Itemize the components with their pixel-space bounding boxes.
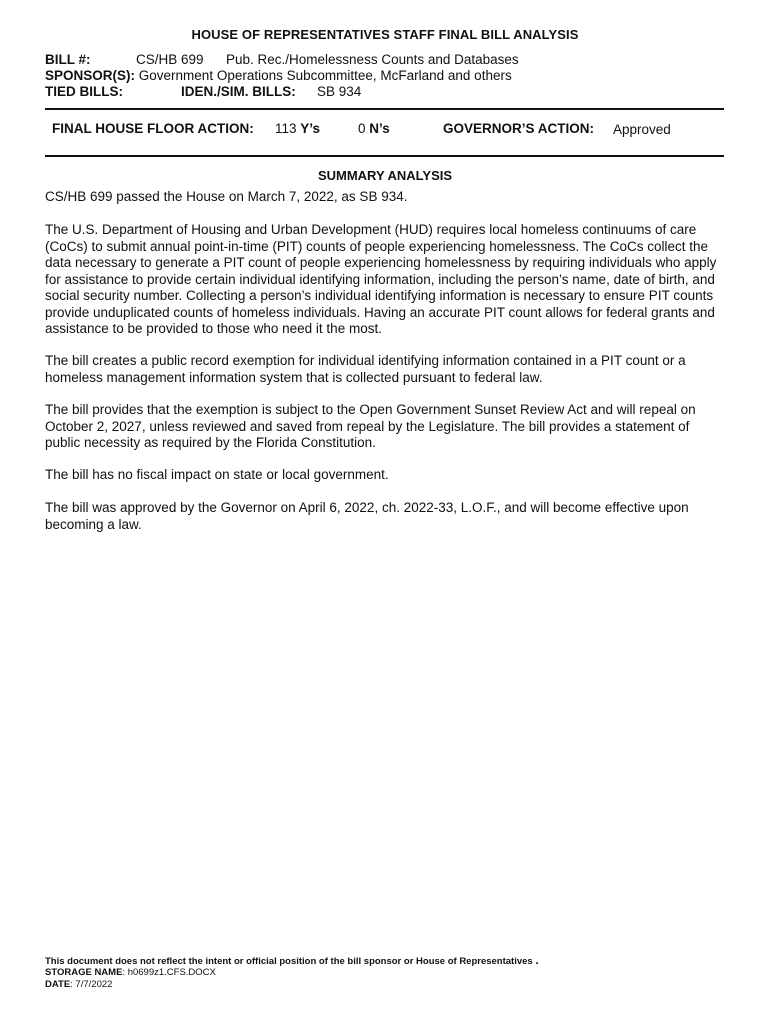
governor-action-label: GOVERNOR’S ACTION: bbox=[443, 121, 595, 136]
summary-heading: SUMMARY ANALYSIS bbox=[317, 168, 453, 183]
disclaimer-text: This document does not reflect the intent or official position of the bill sponsor or House of Representatives bbox=[45, 956, 533, 967]
storage-name-value: : h0699z1.CFS.DOCX bbox=[122, 967, 216, 978]
summary-paragraph: The bill was approved by the Governor on April 6, 2022, ch. 2022-33, L.O.F., and will become effective upon becoming a law. bbox=[45, 500, 689, 532]
date-line bbox=[45, 979, 112, 991]
tied-bills-label: TIED BILLS: bbox=[45, 84, 123, 99]
bill-number: CS/HB 699 bbox=[136, 52, 204, 67]
sponsor-line bbox=[45, 67, 512, 84]
document-title: HOUSE OF REPRESENTATIVES STAFF FINAL BILL ANALYSIS bbox=[191, 27, 579, 42]
nays-number: 0 bbox=[358, 121, 366, 136]
floor-action-label: FINAL HOUSE FLOOR ACTION: bbox=[52, 121, 254, 136]
iden-sim-bills-label: IDEN./SIM. BILLS: bbox=[181, 84, 296, 99]
summary-paragraph: The bill has no fiscal impact on state or local government. bbox=[45, 467, 389, 482]
iden-sim-bills-value: SB 934 bbox=[317, 84, 362, 99]
top-divider bbox=[45, 108, 724, 110]
sponsor-label: SPONSOR(S): bbox=[45, 68, 136, 83]
summary-paragraph: CS/HB 699 passed the House on March 7, 2022, as SB 934. bbox=[45, 189, 408, 204]
date-value: : 7/7/2022 bbox=[70, 979, 113, 990]
bottom-divider bbox=[45, 155, 724, 157]
nays-count bbox=[358, 121, 390, 136]
yeas-label: Y’s bbox=[300, 121, 321, 136]
summary-paragraph: The bill provides that the exemption is subject to the Open Government Sunset Review Act and will repeal on October 2, 2027, unless reviewed and saved from repeal by the Legislature. The bill provides a statement of public necessity as required by the Florida Constitution. bbox=[45, 402, 696, 450]
sponsor-value: Government Operations Subcommittee, McFarland and others bbox=[138, 68, 512, 83]
disclaimer-period: . bbox=[535, 953, 539, 967]
yeas-number: 113 bbox=[275, 121, 297, 136]
bill-label: BILL #: bbox=[45, 52, 91, 67]
nays-label: N’s bbox=[369, 121, 390, 136]
yeas-count bbox=[275, 121, 320, 136]
bill-subject: Pub. Rec./Homelessness Counts and Databases bbox=[226, 52, 519, 67]
footer-disclaimer bbox=[45, 955, 539, 968]
storage-name-line bbox=[45, 967, 216, 979]
summary-paragraph: The bill creates a public record exemption for individual identifying information contained in a PIT count or a homeless management information system that is collected pursuant to federal law. bbox=[45, 353, 686, 385]
storage-name-label: STORAGE NAME bbox=[45, 967, 123, 978]
summary-paragraph: The U.S. Department of Housing and Urban Development (HUD) requires local homeless continuums of care (CoCs) to submit annual point-in-time (PIT) counts of people experiencing homelessness. The CoCs collect the data necessary to generate a PIT count of people experiencing homelessness by requiring individuals who apply for assistance to provide certain individual identifying information, including the person’s name, date of birth, and social security number. Collecting a person’s individual identifying information is necessary to ensure PIT counts provide unduplicated counts of homeless individuals. Having an accurate PIT count allows for federal grants and assistance to be provided to those who need it the most. bbox=[45, 222, 717, 336]
governor-action-value: Approved bbox=[613, 122, 671, 137]
date-label: DATE bbox=[45, 979, 71, 990]
